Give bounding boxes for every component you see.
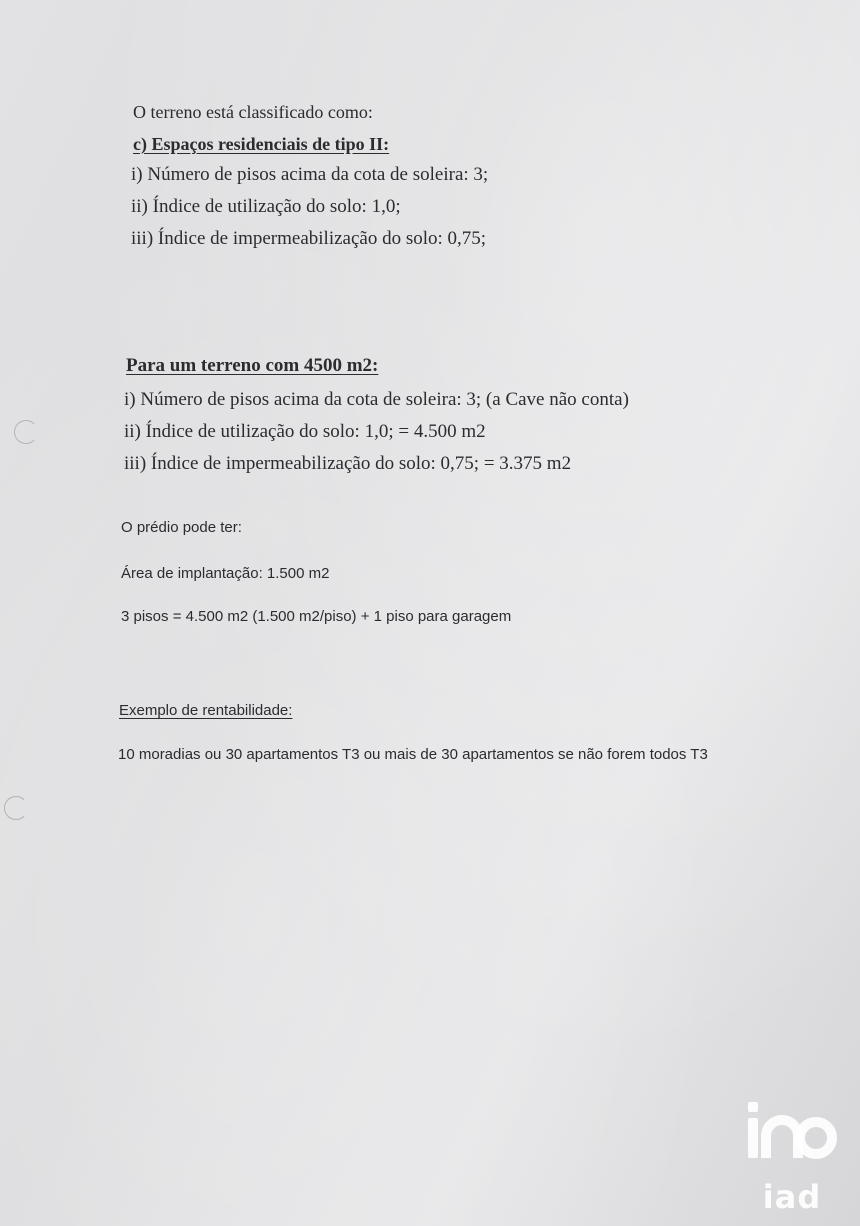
classification-item-2: ii) Índice de utilização do solo: 1,0; <box>131 196 401 217</box>
punch-hole-bottom <box>4 796 28 820</box>
classification-item-3: iii) Índice de impermeabilização do solo: 0,75; <box>131 228 487 249</box>
classification-heading: c) Espaços residenciais de tipo II: <box>133 134 390 154</box>
terrain-item-1: i) Número de pisos acima da cota de soleira: 3; (a Cave não conta) <box>124 389 629 410</box>
iad-watermark-logo <box>742 1096 842 1216</box>
building-intro: O prédio pode ter: <box>121 519 242 536</box>
classification-intro: O terreno está classificado como: <box>133 102 373 122</box>
iad-logo-icon <box>742 1096 842 1176</box>
terrain-item-3: iii) Índice de impermeabilização do solo: 0,75; = 3.375 m2 <box>124 453 572 474</box>
terrain-heading: Para um terreno com 4500 m2: <box>126 355 379 376</box>
classification-item-1: i) Número de pisos acima da cota de soleira: 3; <box>131 164 489 185</box>
building-floors: 3 pisos = 4.500 m2 (1.500 m2/piso) + 1 piso para garagem <box>121 608 512 625</box>
punch-hole-top <box>14 420 38 444</box>
example-heading: Exemplo de rentabilidade: <box>119 702 293 719</box>
terrain-item-2: ii) Índice de utilização do solo: 1,0; = 4.500 m2 <box>124 421 486 442</box>
building-area: Área de implantação: 1.500 m2 <box>121 565 330 582</box>
example-text: 10 moradias ou 30 apartamentos T3 ou mais de 30 apartamentos se não forem todos T3 <box>118 746 708 763</box>
iad-logo-text: iad <box>762 1178 822 1216</box>
